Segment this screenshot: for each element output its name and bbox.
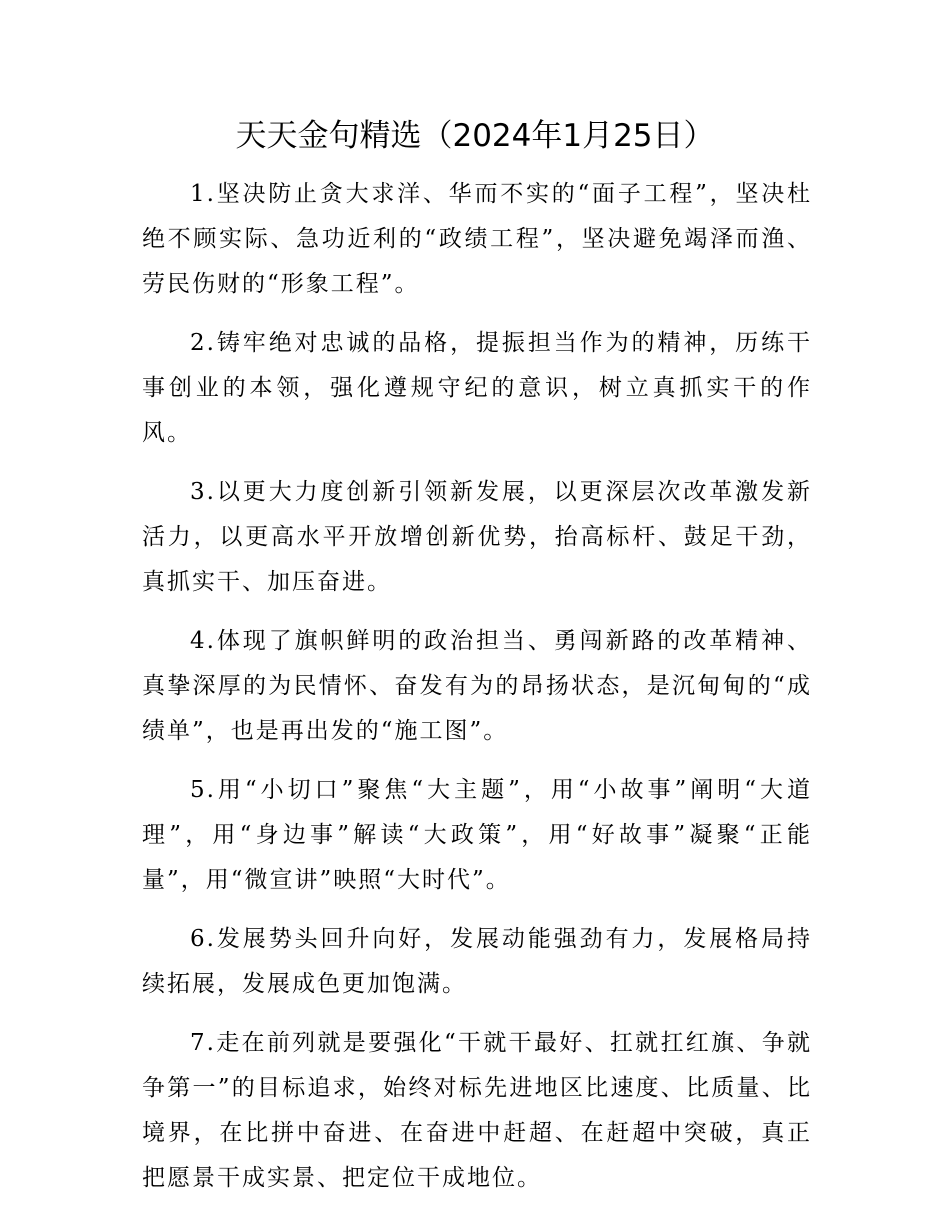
page-title: 天天金句精选（2024年1月25日） — [235, 118, 715, 154]
paragraph-7: 7.走在前列就是要强化“干就干最好、扛就扛红旗、争就争第一”的目标追求，始终对标先进地区比速度、比质量、比境界，在比拼中奋进、在奋进中赶超、在赶超中突破，真正把愿景干成实景、把定位干成地位。 — [142, 1030, 812, 1191]
paragraph-1: 1.坚决防止贪大求洋、华而不实的“面子工程”，坚决杜绝不顾实际、急功近利的“政绩工程”，坚决避免竭泽而渔、劳民伤财的“形象工程”。 — [142, 181, 812, 297]
paragraph-5: 5.用“小切口”聚焦“大主题”，用“小故事”阐明“大道理”，用“身边事”解读“大政策”，用“好故事”凝聚“正能量”，用“微宣讲”映照“大时代”。 — [142, 777, 812, 893]
paragraph-4: 4.体现了旗帜鲜明的政治担当、勇闯新路的改革精神、真挚深厚的为民情怀、奋发有为的昂扬状态，是沉甸甸的“成绩单”，也是再出发的“施工图”。 — [142, 628, 812, 744]
paragraph-6: 6.发展势头回升向好，发展动能强劲有力，发展格局持续拓展，发展成色更加饱满。 — [142, 926, 812, 997]
paragraph-2: 2.铸牢绝对忠诚的品格，提振担当作为的精神，历练干事创业的本领，强化遵规守纪的意识，树立真抓实干的作风。 — [142, 330, 812, 446]
paragraph-3: 3.以更大力度创新引领新发展，以更深层次改革激发新活力，以更高水平开放增创新优势，抬高标杆、鼓足干劲，真抓实干、加压奋进。 — [142, 479, 812, 595]
document-body — [142, 172, 812, 1215]
